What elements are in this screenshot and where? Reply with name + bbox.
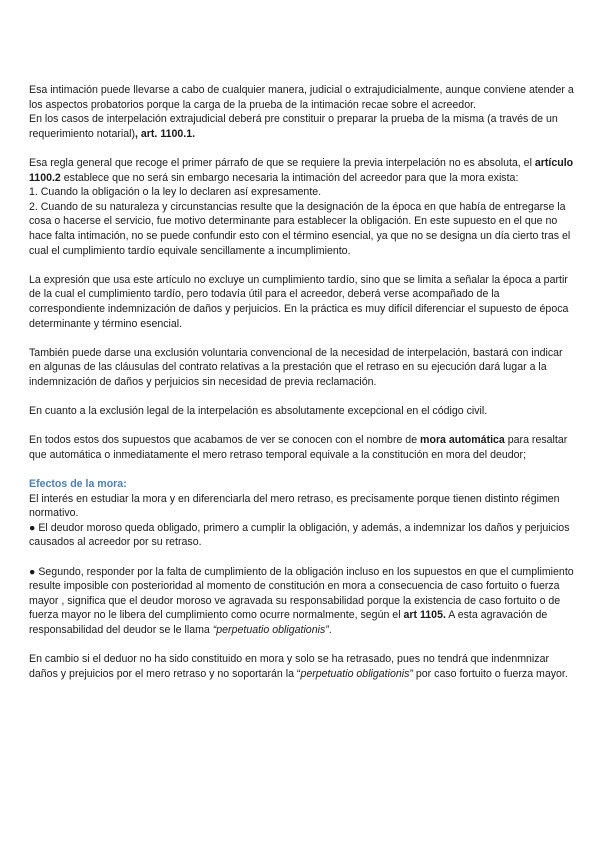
paragraph-segundo [29, 565, 577, 638]
text: Esa intimación puede llevarse a cabo de cualquier manera, judicial o extrajudicialmente, aunque conviene atender a los aspectos probatorios porque la carga de la prueba de la intimación recae sobre el acreedor. [29, 84, 574, 111]
text: . [328, 623, 332, 636]
bold-reference: art 1105. [403, 609, 446, 622]
text: para resaltar que automática o inmediatamente el mero retraso temporal equivale a la constitución en mora del deudor; [29, 434, 568, 461]
section-efectos [29, 477, 577, 550]
paragraph-regla-general [29, 156, 577, 258]
text: En los casos de interpelación extrajudicial deberá pre constituir o preparar la prueba de la misma (a través de un requerimiento notarial) [29, 113, 558, 140]
section-heading: Efectos de la mora: [29, 478, 127, 491]
bold-reference: , art. 1100.1. [135, 127, 196, 140]
bullet-item: ● El deudor moroso queda obligado, primero a cumplir la obligación, y además, a indemnizar los daños y perjuicios causados al acreedor por su retraso. [29, 521, 570, 549]
paragraph-mora-automatica [29, 433, 577, 462]
text: En cambio si el deduor no ha sido constituido en mora y solo se ha retrasado, pues no tendrá que indenmnizar daños y prejuicios por el mero retraso y no soportarán la “ [29, 653, 549, 680]
text: Esa regla general que recoge el primer párrafo de que se requiere la previa interpelación no es absoluta, el [29, 156, 535, 169]
paragraph-en-cambio [29, 652, 577, 681]
text: ● Segundo, responder por la falta de cumplimiento de la obligación incluso en los supuestos en que el cumplimiento resulte imposible con posterioridad al momento de constitución en mora a consecuencia de caso fortuito o fuerza mayor , significa que el deudor moroso ve agravada su responsabilidad porque la existencia de caso fortuito o de fuerza mayor no le libera del cumplimiento como ocurre normalmente, según el [29, 565, 574, 622]
bold-reference: artículo 1100.2 [29, 156, 574, 184]
list-item: 2. Cuando de su naturaleza y circunstancias resulte que la designación de la época en que había de entregarse la cosa o hacerse el servicio, fue motivo determinante para establecer la obligación. En este supuesto en el que no hace falta intimación, no se puede confundir esto con el término esencial, ya que no se designa un día cierto tras el cual el cumplimiento tardío equivale sencillamente a incumplimiento. [29, 200, 571, 257]
bold-term: mora automática [420, 434, 505, 447]
paragraph-exclusion-voluntaria: También puede darse una exclusión voluntaria convencional de la necesidad de interpelación, bastará con indicar en algunas de las cláusulas del contrato relativas a la prestación que el retraso en su ejecución dará lugar a la indemnización de daños y perjuicios sin necesidad de previa reclamación. [29, 346, 563, 388]
paragraph-expresion: La expresión que usa este artículo no excluye un cumplimiento tardío, sino que se limita a señalar la época a partir de la cual el cumplimiento tardío, pero todavía útil para el acreedor, deberá verse acompañado de la correspondiente indemnización de daños y perjuicios. En la práctica es muy difícil diferenciar el supuesto de época determinante y término esencial. [29, 273, 569, 330]
text: A esta agravación de responsabilidad del deudor se le llama [29, 609, 548, 636]
text: En todos estos dos supuestos que acabamos de ver se conocen con el nombre de [29, 434, 421, 447]
list-item: 1. Cuando la obligación o la ley lo declaren así expresamente. [29, 186, 322, 199]
text: por caso fortuito o fuerza mayor. [412, 667, 568, 680]
italic-term: perpetuatio obligationis” [300, 667, 413, 680]
text: establece que no será sin embargo necesaria la intimación del acreedor para que la mora exista: [60, 171, 519, 184]
text: El interés en estudiar la mora y en diferenciarla del mero retraso, es precisamente porque tienen distinto régimen normativo. [29, 492, 560, 520]
paragraph-exclusion-legal: En cuanto a la exclusión legal de la interpelación es absolutamente excepcional en el código civil. [29, 405, 488, 418]
document-page [29, 83, 577, 681]
italic-term: “perpetuatio obligationis” [212, 623, 329, 636]
paragraph-intimacion [29, 83, 577, 141]
